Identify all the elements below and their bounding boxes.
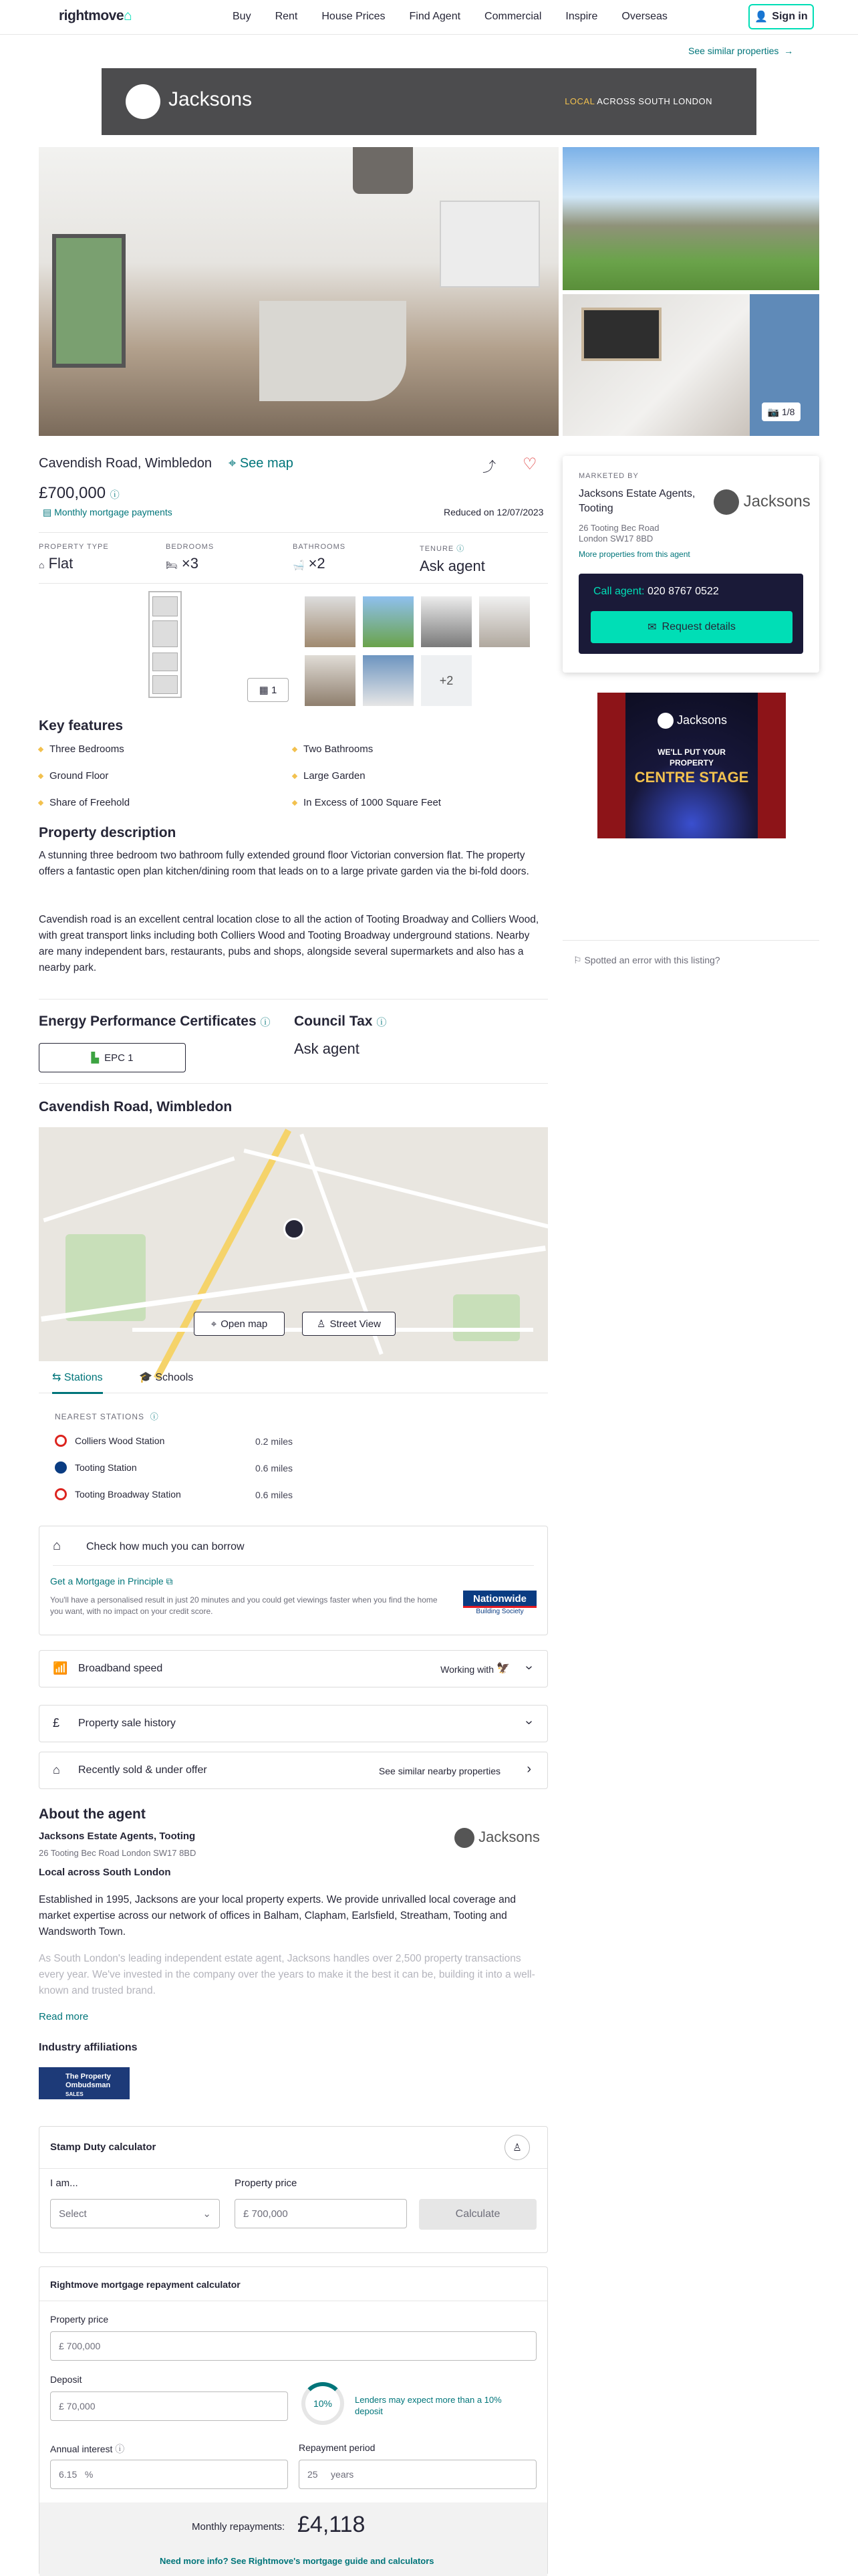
feature-item: Ground Floor bbox=[49, 770, 109, 782]
stamp-price-input[interactable]: £ 700,000 bbox=[235, 2199, 407, 2228]
nav-overseas[interactable]: Overseas bbox=[621, 11, 668, 22]
attr-bedrooms: BEDROOMS 🛏 ×3 bbox=[166, 543, 214, 572]
agent-banner[interactable] bbox=[102, 68, 756, 135]
sidebar-agent-name[interactable]: Jacksons Estate Agents, Tooting bbox=[579, 488, 696, 514]
tab-schools[interactable]: 🎓 Schools bbox=[139, 1372, 194, 1383]
property-price: £700,000 ⓘ bbox=[39, 484, 120, 502]
council-tax-title: Council Tax ⓘ bbox=[294, 1014, 387, 1029]
monthly-value: £4,118 bbox=[297, 2512, 366, 2537]
map-pin-icon bbox=[283, 1218, 305, 1240]
info-icon: ⓘ bbox=[260, 1017, 271, 1028]
read-more-link[interactable]: Read more bbox=[39, 2011, 89, 2022]
sign-in-label: Sign in bbox=[772, 11, 808, 22]
description-paragraph-1: A stunning three bedroom two bathroom fully extended ground floor Victorian conversion flat. The property offers a fantastic open plan kitchen/dining room that leads on to a large private garden via the bi-fold doors. bbox=[39, 850, 529, 877]
recently-sold-row[interactable]: ⌂ Recently sold & under offer See similar nearby properties › bbox=[39, 1752, 548, 1789]
station-row: Tooting Station bbox=[55, 1461, 137, 1474]
monthly-repayments-panel bbox=[39, 2502, 547, 2576]
station-row: Tooting Broadway Station bbox=[55, 1488, 181, 1500]
person-icon: ♙ bbox=[317, 1318, 326, 1330]
marketed-by-label: MARKETED BY bbox=[579, 472, 639, 480]
epc-title: Energy Performance Certificates ⓘ bbox=[39, 1014, 271, 1029]
property-address: Cavendish Road, Wimbledon bbox=[39, 456, 212, 471]
thumbnail-3[interactable] bbox=[421, 596, 472, 647]
sidebar-address-2: London SW17 8BD bbox=[579, 534, 654, 544]
floorplan-count-button[interactable]: ▦ 1 bbox=[247, 678, 289, 702]
attr-property-type: PROPERTY TYPE ⌂ Flat bbox=[39, 543, 109, 572]
broadband-row[interactable]: 📶 Broadband speed Working with 🦅 › bbox=[39, 1650, 548, 1687]
monthly-label: Monthly repayments: bbox=[192, 2521, 285, 2533]
agent-paragraph-1: Established in 1995, Jacksons are your local property experts. We provide unrivalled local coverage and market expertise across our network of offices in Balham, Clapham, Earlsfield, Streatham, Tooting and Wandsworth Town. bbox=[39, 1894, 516, 1938]
advert-centre-stage[interactable] bbox=[597, 693, 786, 838]
sidebar-address-1: 26 Tooting Bec Road bbox=[579, 523, 660, 533]
location-pin-icon: ⌖ bbox=[229, 456, 237, 471]
bath-icon: 🛁 bbox=[293, 560, 305, 570]
location-map[interactable] bbox=[39, 1127, 548, 1361]
provider-logo-icon: 🦅 bbox=[496, 1663, 510, 1674]
mc-period-label: Repayment period bbox=[299, 2442, 376, 2453]
council-tax-value: Ask agent bbox=[294, 1040, 360, 1057]
epc-button[interactable]: ▙ EPC 1 bbox=[39, 1043, 186, 1072]
ad-line-1: WE'LL PUT YOUR bbox=[658, 747, 726, 757]
see-similar-link[interactable]: See similar properties → bbox=[688, 45, 794, 56]
mc-deposit-label: Deposit bbox=[50, 2374, 82, 2385]
feature-item: Share of Freehold bbox=[49, 797, 130, 808]
agent-paragraph-2: As South London's leading independent estate agent, Jacksons handles over 2,500 property transactions every year. We've invested in the company over the years to make it the best it can be, building it into a well-known and trusted brand. bbox=[39, 1953, 535, 1996]
ad-brand: Jacksons bbox=[658, 713, 727, 729]
stamp-duty-title: Stamp Duty calculator bbox=[50, 2141, 156, 2153]
call-agent-link[interactable]: Call agent: 020 8767 0522 bbox=[593, 586, 719, 597]
save-heart-icon[interactable]: ♡ bbox=[523, 455, 537, 473]
chevron-right-icon: › bbox=[527, 1762, 531, 1776]
nav-house-prices[interactable]: House Prices bbox=[321, 11, 386, 22]
feature-item: In Excess of 1000 Square Feet bbox=[303, 797, 441, 808]
station-distance: 0.6 miles bbox=[255, 1490, 293, 1500]
floorplan-thumbnail[interactable] bbox=[148, 591, 182, 698]
chevron-down-icon: › bbox=[522, 1665, 537, 1670]
info-icon: ⓘ bbox=[150, 1412, 159, 1421]
open-map-button[interactable]: ⌖ Open map bbox=[194, 1312, 285, 1336]
feature-item: Three Bedrooms bbox=[49, 743, 124, 755]
nav-inspire[interactable]: Inspire bbox=[565, 11, 598, 22]
home-icon: ⌂ bbox=[39, 560, 45, 570]
nearest-stations-heading: NEAREST STATIONS ⓘ bbox=[55, 1412, 159, 1421]
info-icon: ⓘ bbox=[110, 489, 120, 500]
affiliations-title: Industry affiliations bbox=[39, 2042, 138, 2053]
thumbnail-4[interactable] bbox=[479, 596, 530, 647]
share-icon[interactable]: ⤴ bbox=[482, 460, 496, 475]
sale-history-row[interactable]: £ Property sale history › bbox=[39, 1705, 548, 1742]
thumbnail-2[interactable] bbox=[363, 596, 414, 647]
reduced-date: Reduced on 12/07/2023 bbox=[444, 507, 544, 517]
thumbnail-1[interactable] bbox=[305, 596, 355, 647]
deposit-percent-ring: 10% bbox=[301, 2382, 344, 2425]
station-row: Colliers Wood Station bbox=[55, 1435, 164, 1447]
mc-deposit-input[interactable]: £ 70,000 bbox=[50, 2391, 288, 2421]
street-view-button[interactable]: ♙ Street View bbox=[302, 1312, 396, 1336]
underground-icon bbox=[55, 1435, 67, 1447]
attr-bathrooms: BATHROOMS 🛁 ×2 bbox=[293, 543, 346, 572]
nav-buy[interactable]: Buy bbox=[233, 11, 251, 22]
stamp-price-label: Property price bbox=[235, 2178, 297, 2189]
envelope-icon: ✉ bbox=[648, 622, 657, 633]
station-distance: 0.6 miles bbox=[255, 1463, 293, 1474]
key-features-title: Key features bbox=[39, 718, 124, 733]
mortgage-guide-link[interactable]: Need more info? See Rightmove's mortgage guide and calculators bbox=[160, 2556, 434, 2566]
epc-chart-icon: ▙ bbox=[91, 1052, 100, 1064]
flag-icon: ⚐ bbox=[573, 955, 582, 965]
attr-tenure: TENURE ⓘ Ask agent bbox=[420, 545, 485, 574]
banner-agent-name: Jacksons bbox=[168, 88, 253, 110]
pound-icon: £ bbox=[53, 1716, 60, 1730]
mc-price-input[interactable]: £ 700,000 bbox=[50, 2331, 537, 2361]
house-sold-icon: ⌂ bbox=[53, 1763, 60, 1776]
thumbnail-6[interactable] bbox=[363, 655, 414, 706]
pin-icon: ⌖ bbox=[210, 1318, 217, 1330]
agent-strapline: Local across South London bbox=[39, 1867, 171, 1878]
report-error-link[interactable]: ⚐ Spotted an error with this listing? bbox=[573, 955, 720, 965]
sidebar-agent-logo: Jacksons bbox=[714, 489, 811, 515]
photo-counter[interactable] bbox=[762, 402, 801, 421]
lenders-note: Lenders may expect more than a 10% deposit bbox=[355, 2395, 502, 2416]
house-icon: ⌂ bbox=[53, 1538, 61, 1553]
more-photos-button[interactable]: +2 bbox=[421, 655, 472, 706]
borrow-title: Check how much you can borrow bbox=[86, 1541, 245, 1552]
ad-line-3: CENTRE STAGE bbox=[634, 769, 749, 786]
monthly-mortgage-link[interactable]: ▤ Monthly mortgage payments bbox=[43, 507, 172, 517]
stamp-help-icon[interactable]: ♙ bbox=[505, 2135, 530, 2160]
banner-tagline: LOCAL ACROSS SOUTH LONDON bbox=[565, 96, 712, 106]
bed-icon: 🛏 bbox=[166, 560, 178, 570]
nav-links bbox=[233, 11, 692, 23]
floorplan-icon: ▦ bbox=[259, 685, 269, 696]
description-title: Property description bbox=[39, 825, 176, 840]
see-map-link[interactable]: ⌖ See map bbox=[229, 456, 293, 471]
agent-logo: Jacksons bbox=[454, 1828, 540, 1848]
calculate-button[interactable]: Calculate bbox=[419, 2199, 537, 2230]
feature-item: Two Bathrooms bbox=[303, 743, 374, 755]
mc-interest-input[interactable]: 6.15 % bbox=[50, 2460, 288, 2489]
mc-period-input[interactable]: 25 years bbox=[299, 2460, 537, 2489]
mortgage-calculator bbox=[39, 2266, 548, 2575]
nav-find-agent[interactable]: Find Agent bbox=[409, 11, 461, 22]
main-photo[interactable] bbox=[39, 147, 559, 436]
mortgage-calc-title: Rightmove mortgage repayment calculator bbox=[50, 2279, 241, 2290]
borrow-box bbox=[39, 1526, 548, 1635]
underground-icon bbox=[55, 1488, 67, 1500]
info-icon: ⓘ bbox=[115, 2444, 125, 2454]
mc-interest-label: Annual interest ⓘ bbox=[50, 2444, 125, 2454]
thumbnail-5[interactable] bbox=[305, 655, 355, 706]
user-icon: 👤 bbox=[754, 11, 768, 23]
nav-commercial[interactable]: Commercial bbox=[484, 11, 542, 22]
mc-price-label: Property price bbox=[50, 2314, 109, 2325]
description-paragraph-2: Cavendish road is an excellent central location close to all the action of Tooting Broadway and Colliers Wood, with great transport links including both Colliers Wood and Tooting Broadway underground stations. Nearby are many independent bars, restaurants, pubs and shops, alongside several supermarkets and also has a nearby park. bbox=[39, 914, 539, 973]
about-agent-title: About the agent bbox=[39, 1806, 146, 1822]
borrow-text: You'll have a personalised result in just 20 minutes and you could get viewings faster when you find the home you want, with no impact on your credit score. bbox=[50, 1595, 438, 1616]
agent-address: 26 Tooting Bec Road London SW17 8BD bbox=[39, 1848, 196, 1858]
nav-rent[interactable]: Rent bbox=[275, 11, 298, 22]
mortgage-principle-link[interactable]: Get a Mortgage in Principle ⧉ bbox=[50, 1576, 173, 1587]
sign-in-button[interactable] bbox=[748, 4, 814, 29]
map-title: Cavendish Road, Wimbledon bbox=[39, 1099, 233, 1115]
map-tabs bbox=[39, 1361, 548, 1393]
chevron-down-icon: › bbox=[522, 1720, 537, 1725]
stamp-duty-calculator bbox=[39, 2126, 548, 2253]
more-properties-link[interactable]: More properties from this agent bbox=[579, 550, 690, 559]
info-icon: ⓘ bbox=[376, 1017, 387, 1028]
ad-line-2: PROPERTY bbox=[669, 758, 714, 768]
rightmove-logo[interactable]: rightmove⌂ bbox=[59, 8, 132, 23]
garden-photo[interactable] bbox=[563, 147, 819, 290]
jacksons-logo-icon bbox=[126, 84, 160, 119]
photo-count: 1/8 bbox=[781, 406, 795, 417]
i-am-label: I am... bbox=[50, 2178, 78, 2189]
agent-name: Jacksons Estate Agents, Tooting bbox=[39, 1831, 196, 1842]
nationwide-logo: Nationwide Building Society bbox=[463, 1591, 537, 1620]
request-details-button[interactable]: ✉ Request details bbox=[591, 611, 793, 643]
property-ombudsman-logo: The Property Ombudsman SALES bbox=[39, 2067, 130, 2099]
tab-stations[interactable]: ⇆ Stations bbox=[52, 1371, 103, 1394]
feature-item: Large Garden bbox=[303, 770, 366, 782]
buyer-type-select[interactable]: Select ⌄ bbox=[50, 2199, 220, 2228]
top-nav bbox=[0, 0, 858, 35]
camera-icon: 📷 bbox=[767, 406, 779, 417]
station-distance: 0.2 miles bbox=[255, 1436, 293, 1447]
rail-icon bbox=[55, 1461, 67, 1474]
wifi-icon: 📶 bbox=[53, 1661, 68, 1675]
info-icon: ⓘ bbox=[456, 545, 465, 553]
